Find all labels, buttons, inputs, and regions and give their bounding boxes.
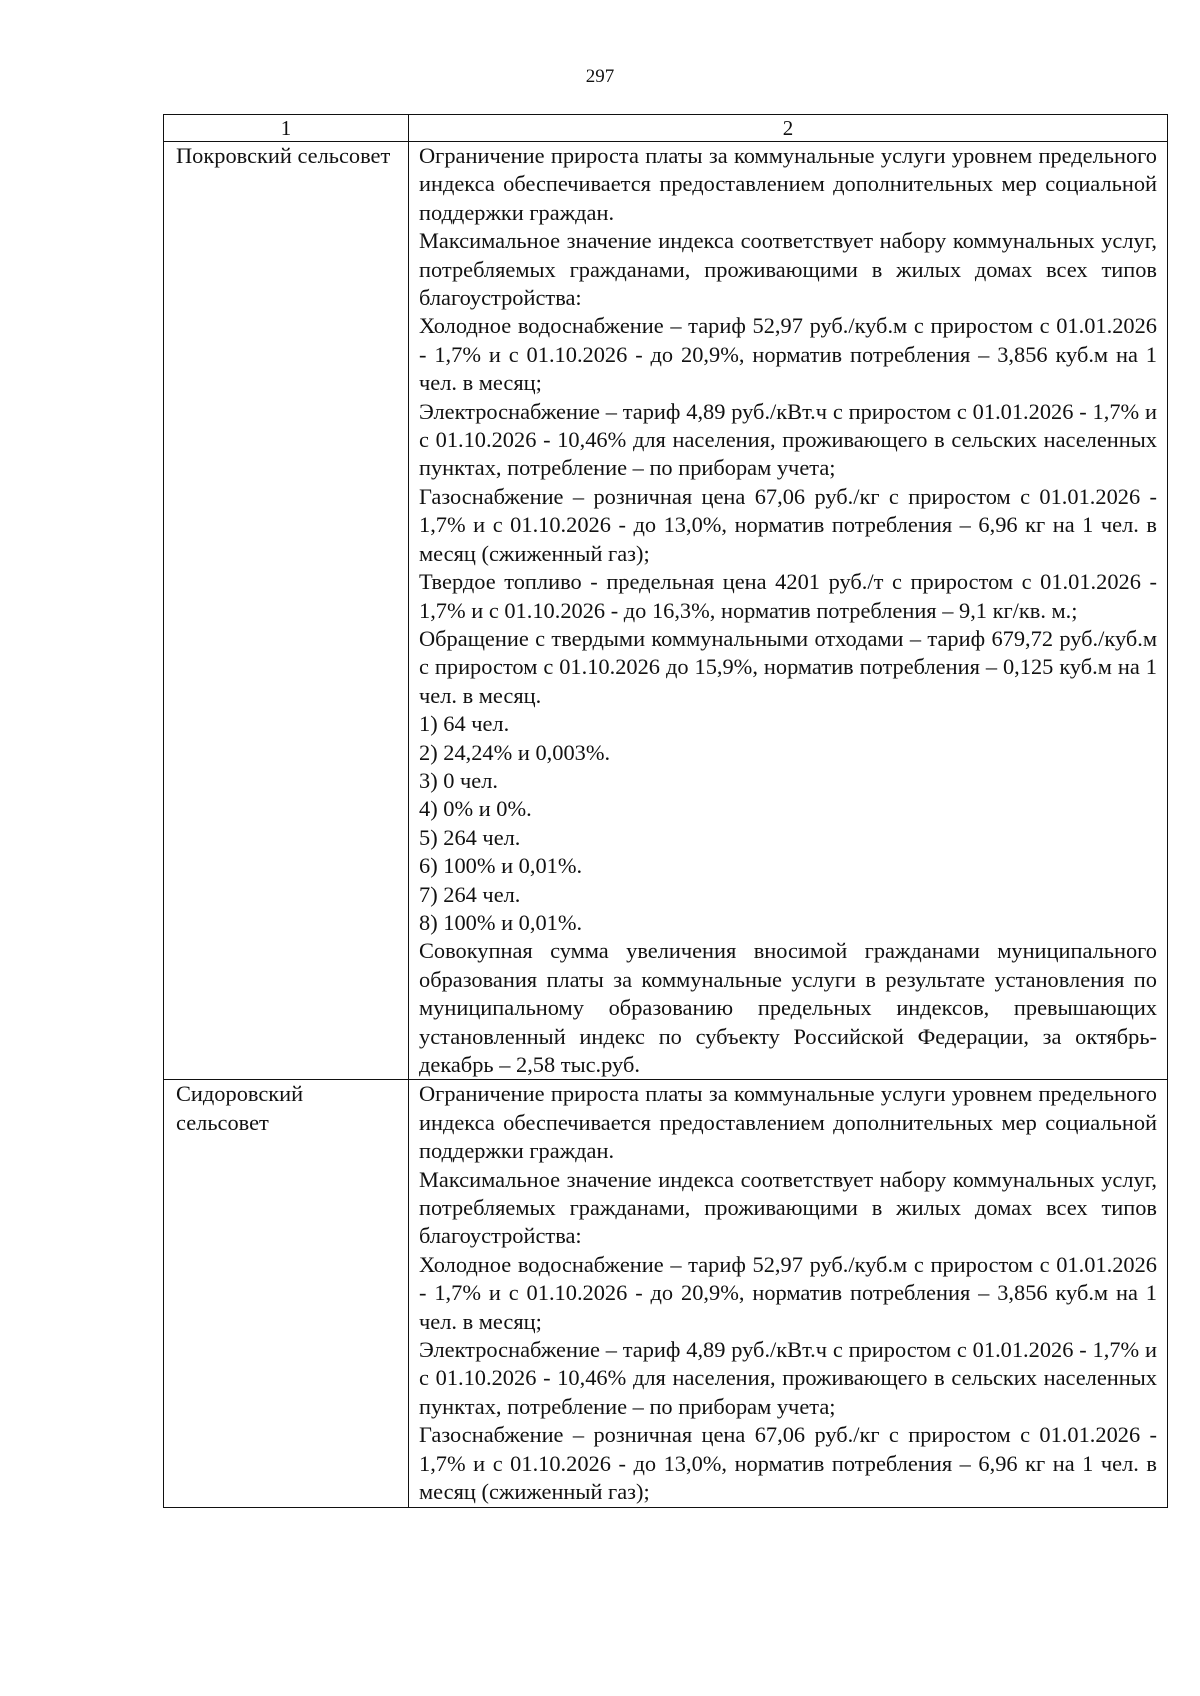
municipality-name: Покровский сельсовет <box>164 142 409 1080</box>
paragraph: Газоснабжение – розничная цена 67,06 руб./кг с приростом с 01.01.2026 - 1,7% и с 01.10.2026 - до 13,0%, норматив потребления – 6,96 кг на 1 чел. в месяц (сжиженный газ); <box>419 1422 1157 1505</box>
list-item: 5) 264 чел. <box>419 824 521 850</box>
list-item: 1) 64 чел. <box>419 711 510 737</box>
list-item: 2) 24,24% и 0,003%. <box>419 739 611 765</box>
column-header-1: 1 <box>164 115 409 142</box>
list-item: 3) 0 чел. <box>419 767 499 793</box>
list-item: 4) 0% и 0%. <box>419 796 532 822</box>
paragraph: Максимальное значение индекса соответствует набору коммунальных услуг, потребляемых гражданами, проживающими в жилых домах всех типов благоустройства: <box>419 228 1157 311</box>
paragraph: Холодное водоснабжение – тариф 52,97 руб./куб.м с приростом с 01.01.2026 - 1,7% и с 01.10.2026 - до 20,9%, норматив потребления – 3,856 куб.м на 1 чел. в месяц; <box>419 313 1157 396</box>
municipality-name: Сидоровский сельсовет <box>164 1080 409 1507</box>
table-header-row <box>164 115 1168 142</box>
paragraph: Обращение с твердыми коммунальными отходами – тариф 679,72 руб./куб.м с приростом с 01.10.2026 до 15,9%, норматив потребления – 0,125 куб.м на 1 чел. в месяц. <box>419 625 1157 708</box>
paragraph: Максимальное значение индекса соответствует набору коммунальных услуг, потребляемых гражданами, проживающими в жилых домах всех типов благоустройства: <box>419 1166 1157 1249</box>
list-item: 8) 100% и 0,01%. <box>419 909 583 935</box>
table-row <box>164 142 1168 1080</box>
column-header-2: 2 <box>409 115 1168 142</box>
paragraph: Холодное водоснабжение – тариф 52,97 руб./куб.м с приростом с 01.01.2026 - 1,7% и с 01.10.2026 - до 20,9%, норматив потребления – 3,856 куб.м на 1 чел. в месяц; <box>419 1251 1157 1334</box>
paragraph: Ограничение прироста платы за коммунальные услуги уровнем предельного индекса обеспечивается предоставлением дополнительных мер социальной поддержки граждан. <box>419 1081 1157 1164</box>
municipality-content <box>409 142 1168 1080</box>
paragraph: Газоснабжение – розничная цена 67,06 руб./кг с приростом с 01.01.2026 - 1,7% и с 01.10.2026 - до 13,0%, норматив потребления – 6,96 кг на 1 чел. в месяц (сжиженный газ); <box>419 483 1157 566</box>
table-row <box>164 1080 1168 1507</box>
page-number: 297 <box>585 66 615 87</box>
paragraph: Твердое топливо - предельная цена 4201 руб./т с приростом с 01.01.2026 - 1,7% и с 01.10.2026 - до 16,3%, норматив потребления – 9,1 кг/кв. м.; <box>419 569 1157 623</box>
municipality-content <box>409 1080 1168 1507</box>
paragraph: Электроснабжение – тариф 4,89 руб./кВт.ч с приростом с 01.01.2026 - 1,7% и с 01.10.2026 - 10,46% для населения, проживающего в сельских населенных пунктах, потребление – по приборам учета; <box>419 398 1157 481</box>
document-table <box>163 114 1168 1508</box>
list-item: 7) 264 чел. <box>419 881 521 907</box>
summary-paragraph: Совокупная сумма увеличения вносимой гражданами муниципального образования платы за коммунальные услуги в результате установления по муниципальному образованию предельных индексов, превышающих установленный индекс по субъекту Российской Федерации, за октябрь-декабрь – 2,58 тыс.руб. <box>419 938 1157 1077</box>
list-item: 6) 100% и 0,01%. <box>419 853 583 879</box>
paragraph: Ограничение прироста платы за коммунальные услуги уровнем предельного индекса обеспечивается предоставлением дополнительных мер социальной поддержки граждан. <box>419 143 1157 225</box>
paragraph: Электроснабжение – тариф 4,89 руб./кВт.ч с приростом с 01.01.2026 - 1,7% и с 01.10.2026 - 10,46% для населения, проживающего в сельских населенных пунктах, потребление – по приборам учета; <box>419 1337 1157 1419</box>
